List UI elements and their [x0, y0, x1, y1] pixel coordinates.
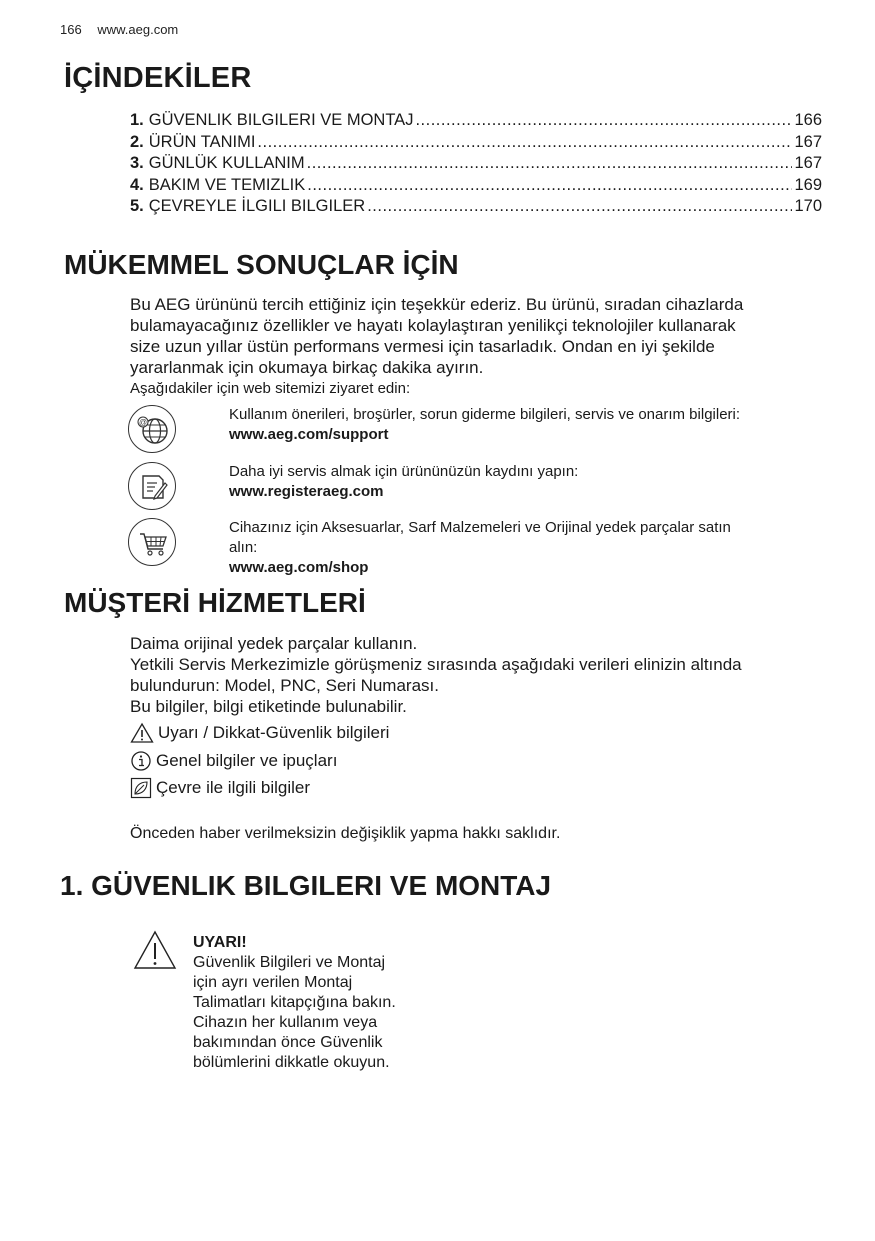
web-description: Daha iyi servis almak için ürününüzün kaydını yapın:	[229, 463, 579, 480]
disclaimer-note: Önceden haber verilmeksizin değişiklik yapma hakkı saklıdır.	[130, 825, 561, 842]
warning-line: Güvenlik Bilgileri ve Montaj	[193, 954, 386, 971]
service-title: MÜŞTERİ HİZMETLERİ	[64, 587, 366, 618]
table-of-contents	[130, 110, 822, 218]
service-line: Yetkili Servis Merkezimizle görüşmeniz sırasında aşağıdaki verileri elinizin altında	[130, 655, 742, 674]
web-register-row	[128, 462, 828, 514]
web-link-shop[interactable]: www.aeg.com/shop	[229, 559, 369, 576]
toc-item-number: 1.	[130, 111, 144, 129]
toc-leader-dots	[415, 110, 792, 132]
toc-item-number: 3.	[130, 154, 144, 172]
legend-label: Uyarı / Dikkat-Güvenlik bilgileri	[158, 723, 390, 742]
globe-icon	[128, 405, 176, 453]
web-link-register[interactable]: www.registeraeg.com	[229, 483, 384, 500]
toc-item-label: GÜVENLIK BILGILERI VE MONTAJ	[148, 111, 414, 129]
register-icon	[128, 462, 176, 510]
toc-item-label: ÜRÜN TANIMI	[148, 132, 256, 151]
site-url[interactable]: www.aeg.com	[97, 22, 179, 37]
results-line: yararlanmak için okumaya birkaç dakika ayırın.	[130, 358, 484, 377]
warning-icon	[133, 930, 177, 975]
toc-item-number: 5.	[130, 197, 144, 215]
warning-title: UYARI!	[193, 934, 247, 951]
web-support-row	[128, 405, 828, 457]
service-line: Daima orijinal yedek parçalar kullanın.	[130, 634, 418, 653]
toc-item-page: 166	[794, 111, 822, 129]
toc-item[interactable]	[130, 175, 822, 197]
svg-text:@: @	[138, 418, 148, 427]
web-support-text	[229, 405, 819, 445]
warning-text	[193, 933, 433, 1073]
legend-label: Çevre ile ilgili bilgiler	[156, 778, 310, 797]
toc-item-number: 4.	[130, 175, 144, 194]
cart-icon	[128, 518, 176, 566]
toc-item[interactable]	[130, 132, 822, 154]
results-line: size uzun yıllar üstün performans vermesi için tasarladık. Ondan en iyi şekilde	[130, 337, 715, 356]
warning-line: bakımından önce Güvenlik	[193, 1034, 383, 1051]
web-shop-text	[229, 518, 819, 578]
toc-item-number: 2.	[130, 132, 144, 151]
results-line: Aşağıdakiler için web sitemizi ziyaret edin:	[130, 380, 411, 397]
service-line: bulundurun: Model, PNC, Seri Numarası.	[130, 676, 439, 695]
web-register-text	[229, 462, 819, 502]
toc-item-label: GÜNLÜK KULLANIM	[148, 154, 305, 172]
toc-item-page: 169	[794, 175, 822, 194]
toc-item-page: 167	[794, 154, 822, 172]
toc-item-label: BAKIM VE TEMIZLIK	[148, 175, 306, 194]
toc-leader-dots	[307, 153, 793, 175]
web-shop-row	[128, 518, 828, 580]
service-line: Bu bilgiler, bilgi etiketinde bulunabilir.	[130, 697, 407, 716]
results-line: bulamayacağınız özellikler ve hayatı kolaylaştıran yenilikçi teknolojiler kullanarak	[130, 316, 736, 335]
web-description: alın:	[229, 539, 258, 556]
results-title: MÜKEMMEL SONUÇLAR İÇİN	[64, 249, 459, 280]
info-icon	[130, 750, 152, 772]
legend-item-environment	[130, 777, 310, 799]
warning-line: bölümlerini dikkatle okuyun.	[193, 1054, 390, 1071]
toc-item-page: 170	[794, 197, 822, 215]
toc-item-page: 167	[794, 132, 822, 151]
legend-item-warning	[130, 722, 389, 744]
warning-line: Cihazın her kullanım veya	[193, 1014, 378, 1031]
legend-item-info	[130, 750, 337, 772]
toc-leader-dots	[257, 132, 792, 154]
page-number: 166	[60, 22, 82, 37]
toc-item-label: ÇEVREYLE İLGILI BILGILER	[148, 197, 366, 215]
service-text	[130, 633, 830, 717]
toc-item[interactable]	[130, 110, 822, 132]
web-description: Kullanım önerileri, broşürler, sorun giderme bilgileri, servis ve onarım bilgileri:	[229, 406, 741, 423]
toc-title: İÇİNDEKİLER	[64, 62, 252, 94]
leaf-icon	[130, 777, 152, 799]
safety-title: 1. GÜVENLIK BILGILERI VE MONTAJ	[60, 870, 552, 901]
warning-line: için ayrı verilen Montaj	[193, 974, 353, 991]
warning-line: Talimatları kitapçığına bakın.	[193, 994, 396, 1011]
results-line: Bu AEG ürününü tercih ettiğiniz için teşekkür ederiz. Bu ürünü, sıradan cihazlarda	[130, 295, 744, 314]
toc-leader-dots	[367, 196, 792, 218]
page-header	[60, 22, 178, 37]
toc-item[interactable]	[130, 153, 822, 175]
toc-leader-dots	[307, 175, 792, 197]
results-intro	[130, 294, 830, 399]
warning-icon	[130, 722, 154, 744]
toc-item[interactable]	[130, 196, 822, 218]
web-link-support[interactable]: www.aeg.com/support	[229, 426, 389, 443]
legend-label: Genel bilgiler ve ipuçları	[156, 751, 338, 770]
web-description: Cihazınız için Aksesuarlar, Sarf Malzemeleri ve Orijinal yedek parçalar satın	[229, 519, 731, 536]
